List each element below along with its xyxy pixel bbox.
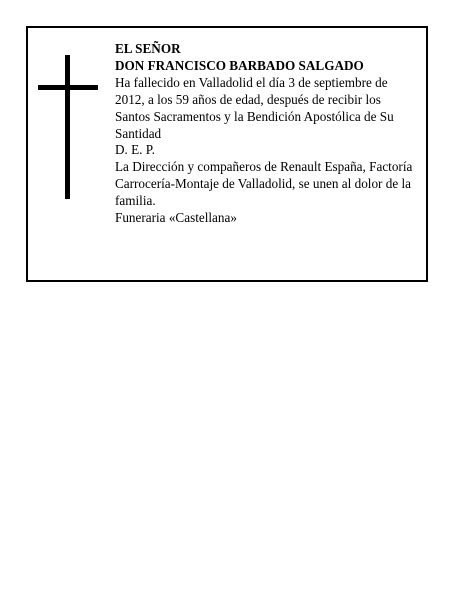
cross-icon xyxy=(38,55,98,199)
rest-in-peace: D. E. P. xyxy=(115,142,155,158)
cross-vertical-bar xyxy=(65,55,70,199)
cross-horizontal-bar xyxy=(38,85,98,90)
deceased-title: EL SEÑOR xyxy=(115,41,181,56)
deceased-name: DON FRANCISCO BARBADO SALGADO xyxy=(115,57,364,73)
condolence-message: La Dirección y compañeros de Renault España, Factoría Carrocería-Montaje de Valladolid, se unen al dolor de la familia. xyxy=(115,159,413,209)
death-announcement: Ha fallecido en Valladolid el día 3 de septiembre de 2012, a los 59 años de edad, después de recibir los Santos Sacramentos y la Bendición Apostólica de Su Santidad xyxy=(115,74,394,141)
obituary-notice xyxy=(26,26,428,282)
funeral-home: Funeraria «Castellana» xyxy=(115,210,237,226)
notice-text xyxy=(115,41,417,227)
